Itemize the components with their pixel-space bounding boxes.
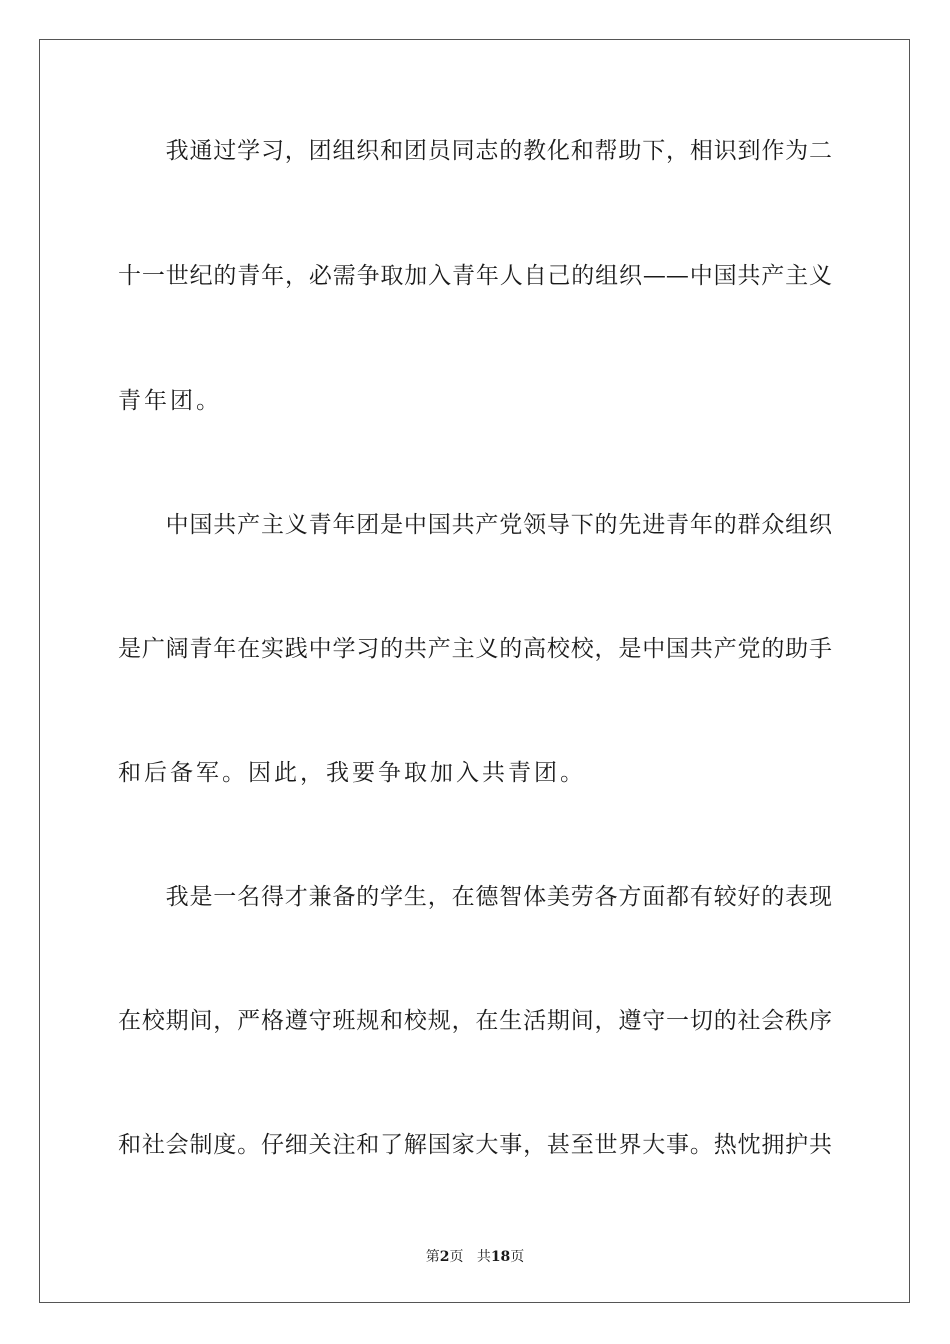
footer-prefix: 第 [425,1249,440,1265]
text-line-2: 十一世纪的青年，必需争取加入青年人自己的组织——中国共产主义 [118,263,832,289]
page-border [39,39,910,1303]
text-line-6: 和后备军。因此，我要争取加入共青团。 [118,760,586,786]
text-line-4: 中国共产主义青年团是中国共产党领导下的先进青年的群众组织 [118,512,832,538]
footer-page-word: 页 [449,1249,464,1265]
current-page-number: 2 [439,1249,450,1265]
text-line-1: 我通过学习，团组织和团员同志的教化和帮助下，相识到作为二 [118,138,832,164]
text-line-9: 和社会制度。仔细关注和了解国家大事，甚至世界大事。热忱拥护共 [118,1132,832,1158]
total-pages-number: 18 [490,1249,511,1265]
text-line-8: 在校期间，严格遵守班规和校规，在生活期间，遵守一切的社会秩序 [118,1008,832,1034]
footer-total-suffix: 页 [510,1249,525,1265]
text-line-5: 是广阔青年在实践中学习的共产主义的高校校，是中国共产党的助手 [118,636,832,662]
text-line-3: 青年团。 [118,388,222,414]
footer-total-prefix: 共 [476,1249,491,1265]
page-footer [0,1248,950,1266]
text-line-7: 我是一名得才兼备的学生，在德智体美劳各方面都有较好的表现 [118,884,832,910]
